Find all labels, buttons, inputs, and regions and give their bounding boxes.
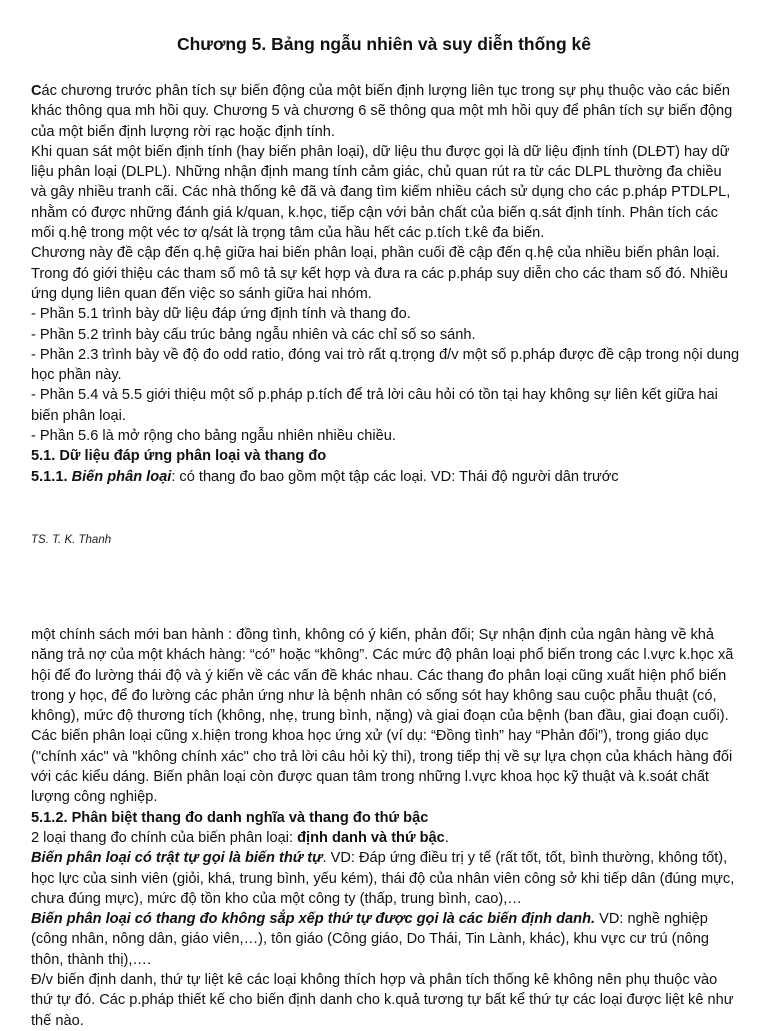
subsection-line xyxy=(31,467,741,487)
bullet-item: - Phần 2.3 trình bày về độ đo odd ratio, đóng vai trò rất q.trọng đ/v một số p.pháp được đề cập trong nội dung học phần này. xyxy=(31,346,740,384)
scale-types-period: . xyxy=(444,829,449,846)
page2-body xyxy=(31,625,741,1031)
intro-paragraph xyxy=(31,81,741,142)
chapter-scope-paragraph: Chương này đề cập đến q.hệ giữa hai biến phân loại, phần cuối đề cập đến q.hệ của nhiều biến phân loại. Trong đó giới thiệu các tham số mô tả sự kết hợp và đưa ra các p.pháp suy diễn cho các tham số đó. Nhiều ứng dụng liên quan đến việc so sánh giữa hai nhóm. xyxy=(31,245,728,302)
scale-types-bold: định danh và thứ bậc xyxy=(297,829,445,846)
nominal-order-paragraph: Đ/v biến định danh, thứ tự liệt kê các loại không thích hợp và phân tích thống kê không nên phụ thuộc vào thứ tự đó. Các p.pháp thiết kế cho biến định danh cho k.quả tương tự bất kể thứ tự các loại được liệt kê như thế nào. xyxy=(31,972,734,1029)
subsection-term: Biến phân loại xyxy=(71,468,172,485)
nominal-definition: Biến phân loại có thang đo không sắp xếp thứ tự được gọi là các biến định danh. xyxy=(31,911,596,928)
subsection-heading: 5.1.2. Phân biệt thang đo danh nghĩa và thang đo thứ bậc xyxy=(31,809,429,826)
chapter-title: Chương 5. Bảng ngẫu nhiên và suy diễn thống kê xyxy=(176,34,592,54)
bullet-item: - Phần 5.2 trình bày cấu trúc bảng ngẫu nhiên và các chỉ số so sánh. xyxy=(31,326,476,343)
ordinal-paragraph xyxy=(31,848,741,909)
scale-types-text: 2 loại thang đo chính của biến phân loại: xyxy=(31,829,298,846)
ordinal-definition: Biến phân loại có trật tự gọi là biến thứ tự xyxy=(31,850,323,867)
bullet-item: - Phần 5.1 trình bày dữ liệu đáp ứng định tính và thang đo. xyxy=(31,306,411,323)
scale-types-line xyxy=(31,828,741,848)
intro-text: ác chương trước phân tích sự biến động của một biến định lượng liên tục trong sự phụ thuộc vào các biến khác thông qua mh hồi quy. Chương 5 và chương 6 sẽ thông qua một mh hồi quy để phân tích sự biến động của một biến định lượng rời rạc hoặc định tính. xyxy=(31,83,733,140)
nominal-paragraph xyxy=(31,909,741,970)
subsection-number: 5.1.1. xyxy=(31,468,72,485)
drop-letter: C xyxy=(31,83,42,99)
section-heading: 5.1. Dữ liệu đáp ứng phân loại và thang đo xyxy=(31,448,327,465)
bullet-item: - Phần 5.4 và 5.5 giới thiệu một số p.pháp p.tích để trả lời câu hỏi có tồn tại hay không sự liên kết giữa hai biến phân loại. xyxy=(31,387,718,424)
ordinal-examples: . VD: Đáp ứng điều trị y tế (rất tốt, tốt, bình thường, không tốt), học lực của sinh viên (giỏi, khá, trung bình, yếu kém), thái độ của nhân viên công sở khi tiếp dân (đúng mực, chưa đúng mực), mức độ tồn kho của một công ty (thấp, trung bình, cao),… xyxy=(31,850,735,907)
page1-body xyxy=(31,81,741,487)
author-footer: TS. T. K. Thanh xyxy=(31,534,112,546)
subsection-text: : có thang đo bao gồm một tập các loại. VD: Thái độ người dân trước xyxy=(171,468,619,485)
nominal-examples: VD: nghề nghiệp (công nhân, nông dân, giáo viên,…), tôn giáo (Công giáo, Do Thái, Tin Lành, khác), khu vực cư trú (nông thôn, thành thị),…. xyxy=(31,911,710,968)
slide-page-2 xyxy=(0,580,768,1029)
examples-paragraph: một chính sách mới ban hành : đồng tình, không có ý kiến, phản đối; Sự nhận định của ngân hàng về khả năng trả nợ của một khách hàng: “có” hoặc “không”. Các mức độ phân loại phổ biến trong các l.vực k.học xã hội để đo lường thái độ và ý kiến về các vấn đề khác nhau. Các thang đo phân loại cũng xuất hiện phổ biến trong y học, để đo lường các phản ứng như là bệnh nhân có sống sót hay không sau cuộc phẫu thuật (có, không), mức độ thương tích (không, nhẹ, trung bình, nặng) và giai đoạn của bệnh (ban đầu, giai đoạn cuối). Các biến phân loại cũng x.hiện trong khoa học ứng xử (ví dụ: “Đồng tình” hay “Phản đối”), trong giáo dục ("chính xác" và "không chính xác" cho trả lời câu hỏi kỳ thi), trong tiếp thị về sự lựa chọn của khách hàng đối với các kiểu dáng. Biến phân loại còn được quan tâm trong những l.vực khoa học kỹ thuật và k.soát chất lượng công nghiệp. xyxy=(31,627,734,806)
bullet-item: - Phần 5.6 là mở rộng cho bảng ngẫu nhiên nhiều chiều. xyxy=(31,428,396,445)
qualitative-data-paragraph: Khi quan sát một biến định tính (hay biến phân loại), dữ liệu thu được gọi là dữ liệu định tính (DLĐT) hay dữ liệu phân loại (DLPL). Những nhận định mang tính cảm giác, chủ quan rút ra từ các DLPL thường đa chiều và gây nhiều tranh cãi. Các nhà thống kê đã và đang tìm kiếm nhiều cách sử dụng cho các p.pháp PTDLPL, nhằm có được những đánh giá k/quan, k.học, tiếp cận với bản chất của biến q.sát định tính. Phân tích các mối q.hệ trong một véc tơ q/sát là trọng tâm của hầu hết các p.tích t.kê đa biến. xyxy=(31,143,731,242)
